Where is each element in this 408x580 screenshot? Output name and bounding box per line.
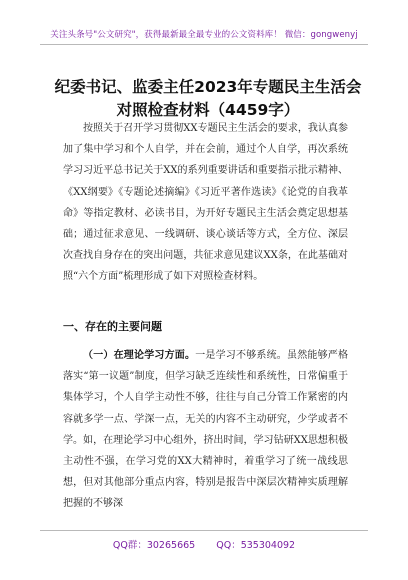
section-heading: 一、存在的主要问题 [63,320,162,333]
footer-qq: QQ：535304092 [216,540,296,551]
intro-paragraph: 按照关于召开学习贯彻XX专题民主生活会的要求，我认真参加了集中学习和个人自学，并在会前，通过个人自学，再次系统学习习近平总书记关于XX的系列重要讲话和重要指示批示精神、《XX纲要》《专题论述摘编》《习近平著作选读》《论党的自我革命》等指定教材、必读书目，为开好专题民主生活会奠定思想基础；通过征求意见、一线调研、谈心谈话等方式，全方位、深层次查找自身存在的突出问题，共征求意见建议XX条，在此基础对照“六个方面”梳理形成了如下对照检查材料。 [63,123,348,283]
subsection-body: 一是学习不够系统。虽然能够严格落实“第一议题”制度，但学习缺乏连续性和系统性，日常偏重于集体学习，个人自学主动性不够，往往与自己分管工作紧密的内容就多学一点、学深一点，无关的内容不主动研究，少学或者不学。如，在理论学习中心组外，挤出时间，学习钻研XX思想积极主动性不强，在学习党的XX大精神时，着重学习了统一战线思想，但对其他部分重点内容，特别是报告中深层次精神实质理解把握的不够深 [63,350,349,510]
header-divider [40,44,368,45]
footer-divider [40,530,368,531]
footer-qq-group: QQ群：30265665 [112,540,196,551]
document-title: 纪委书记、监委主任2023年专题民主生活会对照检查材料（4459字） [54,78,362,119]
header-banner: 关注头条号"公文研究"，获得最新最全最专业的公文资料库！ 微信：gongwenyj [50,30,358,40]
footer [0,537,408,551]
theory-study-paragraph [63,345,348,515]
subsection-lead: （一）在理论学习方面。 [83,350,196,361]
